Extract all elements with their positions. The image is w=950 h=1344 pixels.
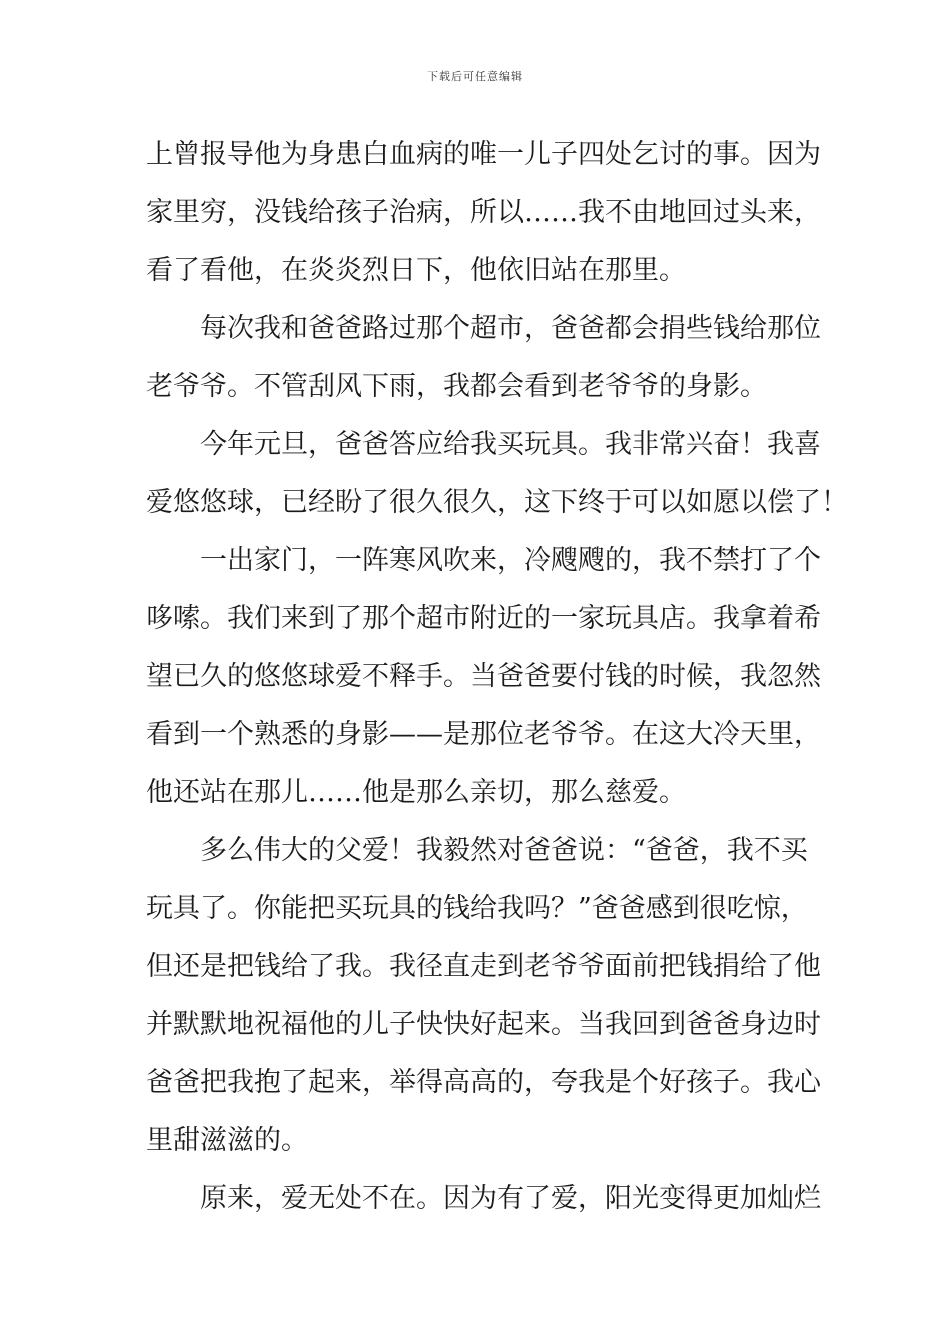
text-line: 原来，爱无处不在。因为有了爱，阳光变得更加灿烂 (200, 1183, 821, 1214)
text-line: 一出家门，一阵寒风吹来，冷飕飕的，我不禁打了个 (200, 545, 821, 576)
text-line: 玩具了。你能把买玩具的钱给我吗？”爸爸感到很吃惊， (146, 893, 808, 924)
text-line: 上曾报导他为身患白血病的唯一儿子四处乞讨的事。因为 (146, 139, 821, 170)
text-line: 他还站在那儿……他是那么亲切，那么慈爱。 (146, 777, 686, 808)
text-line: 爱悠悠球，已经盼了很久很久，这下终于可以如愿以偿了！ (146, 487, 848, 518)
text-line: 爸爸把我抱了起来，举得高高的，夸我是个好孩子。我心 (146, 1067, 821, 1098)
page-header-note: 下载后可任意编辑 (427, 70, 523, 83)
text-line: 多么伟大的父爱！我毅然对爸爸说：“爸爸，我不买 (200, 835, 808, 866)
text-line: 看到一个熟悉的身影——是那位老爷爷。在这大冷天里， (146, 719, 821, 750)
text-line: 哆嗦。我们来到了那个超市附近的一家玩具店。我拿着希 (146, 603, 821, 634)
text-line: 望已久的悠悠球爱不释手。当爸爸要付钱的时候，我忽然 (146, 661, 821, 692)
text-line: 家里穷，没钱给孩子治病，所以……我不由地回过头来， (146, 197, 821, 228)
text-line: 每次我和爸爸路过那个超市，爸爸都会捐些钱给那位 (200, 313, 821, 344)
text-line: 老爷爷。不管刮风下雨，我都会看到老爷爷的身影。 (146, 371, 767, 402)
text-line: 但还是把钱给了我。我径直走到老爷爷面前把钱捐给了他 (146, 951, 821, 982)
text-line: 里甜滋滋的。 (146, 1125, 308, 1156)
text-line: 今年元旦，爸爸答应给我买玩具。我非常兴奋！我喜 (200, 429, 821, 460)
body-text (146, 126, 848, 1228)
text-line: 看了看他，在炎炎烈日下，他依旧站在那里。 (146, 255, 686, 286)
text-line: 并默默地祝福他的儿子快快好起来。当我回到爸爸身边时 (146, 1009, 821, 1040)
